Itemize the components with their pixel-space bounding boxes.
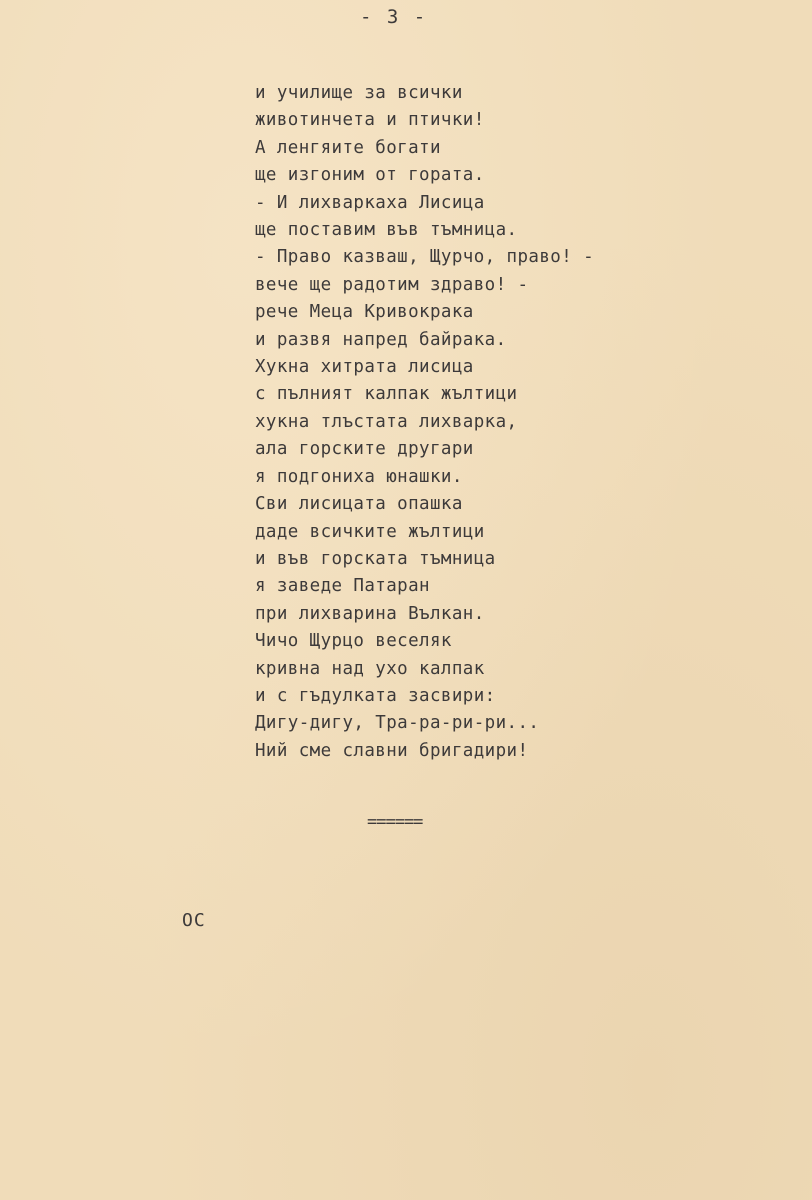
poem-line: ще поставим във тъмница. <box>255 220 518 241</box>
poem-line: с пълният калпак жълтици <box>255 384 518 405</box>
poem-line: вече ще радотим здраво! - <box>255 274 529 295</box>
poem-line: Ний сме славни бригадири! <box>255 740 529 761</box>
typist-initials: ОС <box>182 910 206 931</box>
poem-line: рече Меца Кривокрака <box>255 302 474 323</box>
poem-line: А ленгяите богати <box>255 137 441 158</box>
poem-line: Сви лисицата опашка <box>255 494 463 515</box>
poem-line: - Право казваш, Щурчо, право! - <box>255 247 595 268</box>
poem-line: и с гъдулката засвири: <box>255 685 496 706</box>
poem-line: кривна над ухо калпак <box>255 658 485 679</box>
poem-line: я заведе Патаран <box>255 576 430 597</box>
divider: ====== <box>367 812 423 832</box>
poem-line: и училище за всички <box>255 83 463 103</box>
poem-line: хукна тлъстата лихварка, <box>255 411 518 432</box>
poem-line: ще изгоним от гората. <box>255 165 485 186</box>
poem-line: и развя напред байрака. <box>255 329 507 350</box>
poem-line: Хукна хитрата лисица <box>255 357 474 378</box>
poem-line: при лихварина Вълкан. <box>255 603 485 624</box>
poem-line: даде всичките жълтици <box>255 521 485 542</box>
page-number: - 3 - <box>360 6 428 28</box>
poem-line: и във горската тъмница <box>255 548 496 569</box>
poem-line: ала горските другари <box>255 439 474 460</box>
poem-line: животинчета и птички! <box>255 110 485 131</box>
poem-text <box>255 80 594 765</box>
poem-line: - И лихваркаха Лисица <box>255 192 485 213</box>
poem-line: я подгониха юнашки. <box>255 466 463 487</box>
poem-line: Дигу-дигу, Тра-ра-ри-ри... <box>255 713 540 734</box>
poem-line: Чичо Щурцо веселяк <box>255 631 452 652</box>
